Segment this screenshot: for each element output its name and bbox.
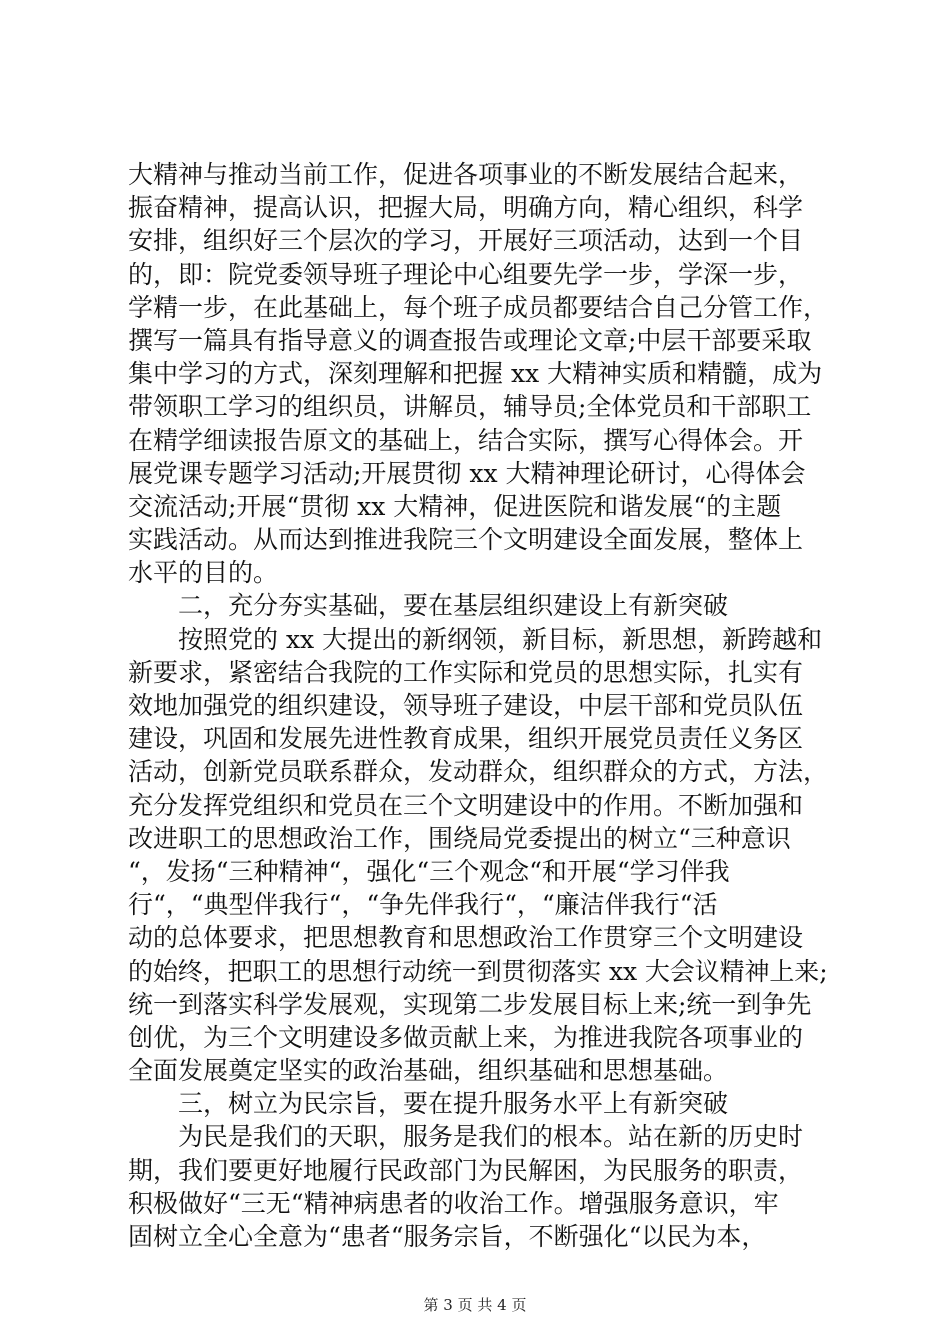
text-line: 动的总体要求，把思想教育和思想政治工作贯穿三个文明建设 bbox=[128, 923, 804, 953]
text-line: 二，充分夯实基础，要在基层组织建设上有新突破 bbox=[128, 591, 729, 621]
text-line: 带领职工学习的组织员，讲解员，辅导员;全体党员和干部职工 bbox=[128, 392, 812, 422]
text-line: 为民是我们的天职，服务是我们的根本。站在新的历史时 bbox=[128, 1122, 804, 1152]
text-line: 活动，创新党员联系群众，发动群众，组织群众的方式，方法， bbox=[128, 757, 829, 787]
text-line: 大精神与推动当前工作，促进各项事业的不断发展结合起来， bbox=[128, 160, 804, 189]
text-line: 改进职工的思想政治工作，围绕局党委提出的树立“三种意识 bbox=[128, 823, 791, 853]
document-body bbox=[128, 158, 828, 1253]
page-footer: 第 3 页 共 4 页 bbox=[423, 1296, 527, 1314]
text-line: 振奋精神，提高认识，把握大局，明确方向，精心组织，科学 bbox=[128, 193, 804, 223]
text-line: 创优，为三个文明建设多做贡献上来，为推进我院各项事业的 bbox=[128, 1022, 804, 1052]
text-line: 学精一步，在此基础上，每个班子成员都要结合自己分管工作， bbox=[128, 292, 829, 322]
text-line: 积极做好“三无“精神病患者的收治工作。增强服务意识，牢 bbox=[128, 1188, 779, 1218]
text-line: 行“，“典型伴我行“，“争先伴我行“，“廉洁伴我行“活 bbox=[128, 890, 718, 920]
text-line: 全面发展奠定坚实的政治基础，组织基础和思想基础。 bbox=[128, 1056, 729, 1086]
text-line: 期，我们要更好地履行民政部门为民解困，为民服务的职责， bbox=[128, 1155, 804, 1185]
text-line: 实践活动。从而达到推进我院三个文明建设全面发展，整体上 bbox=[128, 525, 804, 555]
text-line: 按照党的 xx 大提出的新纲领，新目标，新思想，新跨越和 bbox=[128, 624, 823, 654]
text-line: 展党课专题学习活动;开展贯彻 xx 大精神理论研讨，心得体会 bbox=[128, 458, 806, 488]
text-line: 效地加强党的组织建设，领导班子建设，中层干部和党员队伍 bbox=[128, 691, 804, 720]
text-line: 水平的目的。 bbox=[128, 558, 279, 588]
text-line: 在精学细读报告原文的基础上，结合实际，撰写心得体会。开 bbox=[128, 425, 804, 455]
text-line: 统一到落实科学发展观，实现第二步发展目标上来;统一到争先 bbox=[128, 989, 812, 1019]
text-line: 集中学习的方式，深刻理解和把握 xx 大精神实质和精髓，成为 bbox=[128, 359, 823, 389]
text-line: 三，树立为民宗旨，要在提升服务水平上有新突破 bbox=[128, 1089, 729, 1119]
text-line: 的始终，把职工的思想行动统一到贯彻落实 xx 大会议精神上来; bbox=[128, 956, 828, 986]
text-line: 交流活动;开展“贯彻 xx 大精神，促进医院和谐发展“的主题 bbox=[128, 491, 782, 521]
text-line: 固树立全心全意为“患者“服务宗旨，不断强化“以民为本， bbox=[128, 1222, 767, 1251]
text-line: 新要求，紧密结合我院的工作实际和党员的思想实际，扎实有 bbox=[128, 657, 804, 687]
text-line: “，发扬“三种精神“，强化“三个观念“和开展“学习伴我 bbox=[128, 856, 730, 886]
text-line: 建设，巩固和发展先进性教育成果，组织开展党员责任义务区 bbox=[128, 724, 804, 754]
text-line: 撰写一篇具有指导意义的调查报告或理论文章;中层干部要采取 bbox=[128, 325, 812, 355]
text-line: 充分发挥党组织和党员在三个文明建设中的作用。不断加强和 bbox=[128, 790, 804, 820]
text-line: 的，即：院党委领导班子理论中心组要先学一步，学深一步， bbox=[128, 259, 804, 289]
text-line: 安排，组织好三个层次的学习，开展好三项活动，达到一个目 bbox=[128, 226, 804, 256]
